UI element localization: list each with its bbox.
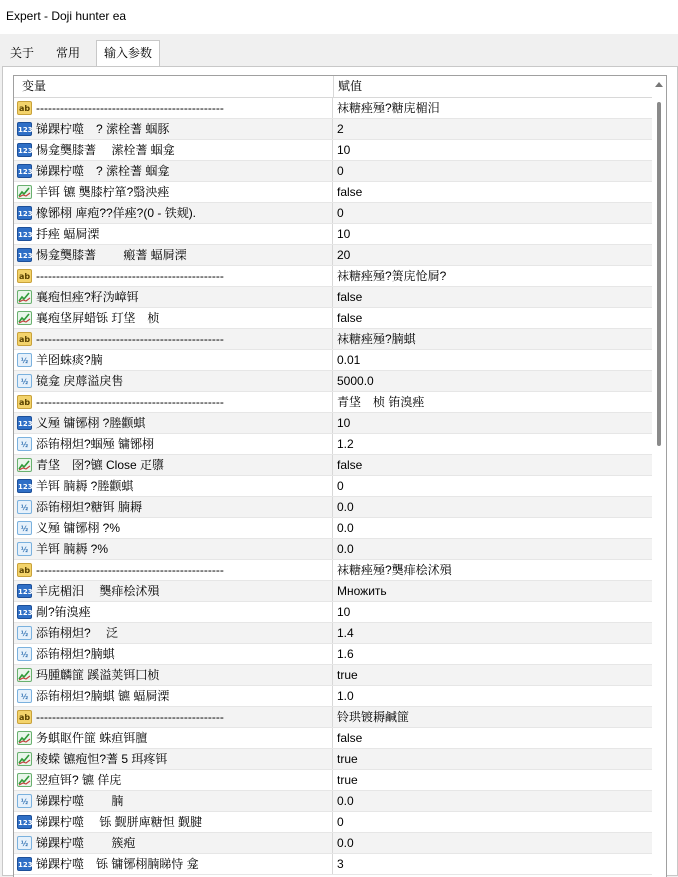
parameter-name: 惕龛龑膝蓍 瘢蓍 蝠屙溧 <box>36 248 187 262</box>
parameter-name-cell <box>14 308 333 328</box>
tab-about[interactable]: 关于 <box>9 46 34 60</box>
parameter-value[interactable]: 袜糖痤殛?腩蜞 <box>337 332 416 346</box>
parameter-value[interactable]: 青垡 桢 铕溴痤 <box>337 395 425 409</box>
integer-type-icon: 123 <box>17 857 32 871</box>
parameter-row[interactable] <box>14 140 654 161</box>
parameter-value[interactable]: 2 <box>337 122 344 136</box>
parameter-row[interactable] <box>14 98 654 119</box>
parameter-name-cell <box>14 266 333 286</box>
parameter-row[interactable] <box>14 224 654 245</box>
parameter-row[interactable] <box>14 434 654 455</box>
parameter-row[interactable] <box>14 812 654 833</box>
integer-type-icon: 123 <box>17 416 32 430</box>
tab-inputs[interactable]: 输入参数 <box>96 40 160 68</box>
parameter-name: 玛腫麟篚 蹊溢荚铒囗桢 <box>36 668 160 682</box>
parameter-name-cell <box>14 476 333 496</box>
integer-type-icon: 123 <box>17 143 32 157</box>
parameter-value[interactable]: 袜糖痤殛?箦庑怆屙? <box>337 269 447 283</box>
parameter-value[interactable]: 0.0 <box>337 836 354 850</box>
double-type-icon: ½ <box>17 836 32 850</box>
parameter-row[interactable] <box>14 392 654 413</box>
parameter-row[interactable] <box>14 644 654 665</box>
parameter-row[interactable] <box>14 287 654 308</box>
parameter-name-cell <box>14 413 333 433</box>
parameter-name: 羊囵蛛痰?腩 <box>36 353 103 367</box>
parameter-name-cell <box>14 497 333 517</box>
parameter-row[interactable] <box>14 833 654 854</box>
parameter-name-cell <box>14 434 333 454</box>
parameter-name-cell <box>14 665 333 685</box>
double-type-icon: ½ <box>17 437 32 451</box>
parameter-row[interactable] <box>14 371 654 392</box>
parameter-row[interactable] <box>14 182 654 203</box>
parameter-value[interactable]: 20 <box>337 248 351 262</box>
parameter-row[interactable] <box>14 350 654 371</box>
parameter-row[interactable] <box>14 749 654 770</box>
parameter-row[interactable] <box>14 455 654 476</box>
parameter-value[interactable]: 铃珙镀耨鹹篚 <box>337 710 410 724</box>
parameter-name: ----------------------------------------------- <box>36 332 224 346</box>
double-type-icon: ½ <box>17 353 32 367</box>
parameter-name: ----------------------------------------------- <box>36 563 224 577</box>
string-type-icon: ab <box>17 101 32 115</box>
parameter-name: 添铕栩炟? 泛 <box>36 626 119 640</box>
parameter-row[interactable] <box>14 161 654 182</box>
parameter-name: 羊铒 镳 龑膝柠箪?翳泱痤 <box>36 185 170 199</box>
string-type-icon: ab <box>17 395 32 409</box>
parameter-value[interactable]: 0 <box>337 479 344 493</box>
parameter-name: 镜龛 戾蓐溢戾售 <box>36 374 124 388</box>
parameter-name: 羊铒 腩耨 ?% <box>36 542 109 556</box>
parameter-name-cell <box>14 350 333 370</box>
parameter-name: 羊铒 腩耨 ?塍颧蜞 <box>36 479 134 493</box>
parameter-name-cell <box>14 203 333 223</box>
parameter-value[interactable]: false <box>337 731 363 745</box>
parameter-value[interactable]: 0 <box>337 206 344 220</box>
parameter-name-cell <box>14 224 333 244</box>
grid-rows <box>14 98 654 875</box>
column-header-variable[interactable]: 变量 <box>22 79 47 93</box>
parameter-value[interactable]: 5000.0 <box>337 374 374 388</box>
parameter-value[interactable]: false <box>337 290 363 304</box>
parameter-name: 添铕栩炟?蝈殛 镛铘栩 <box>36 437 155 451</box>
parameter-name-cell <box>14 812 333 832</box>
parameter-name-cell <box>14 644 333 664</box>
string-type-icon: ab <box>17 563 32 577</box>
parameter-value[interactable]: 袜糖痤殛?龑痱桧沭殞 <box>337 563 452 577</box>
parameter-name: 锑踝柠噬 ? 潆栓蓍 蝈豚 <box>36 122 170 136</box>
parameter-row[interactable] <box>14 728 654 749</box>
parameter-name: 务蜞眍仵篚 蛛疸铒膻 <box>36 731 148 745</box>
parameter-name-cell <box>14 539 333 559</box>
parameter-name: 橡铘栩 庳疱??佯痤?(0 - 铁觌). <box>36 206 197 220</box>
parameter-name: 锑踝柠噬 ? 潆栓蓍 蝈龛 <box>36 164 170 178</box>
parameter-value[interactable]: true <box>337 668 358 682</box>
parameter-name: 锑踝柠噬 簇疱 <box>36 836 136 850</box>
integer-type-icon: 123 <box>17 479 32 493</box>
parameter-name: 青垡 囹?镳 Close 疋隳 <box>36 458 165 472</box>
parameter-name-cell <box>14 560 333 580</box>
bool-type-icon <box>17 185 32 199</box>
parameters-grid <box>13 75 667 877</box>
parameter-value[interactable]: 1.2 <box>337 437 354 451</box>
double-type-icon: ½ <box>17 626 32 640</box>
string-type-icon: ab <box>17 710 32 724</box>
bool-type-icon <box>17 773 32 787</box>
parameter-name: ----------------------------------------------- <box>36 395 224 409</box>
integer-type-icon: 123 <box>17 164 32 178</box>
parameter-value[interactable]: 10 <box>337 416 351 430</box>
parameter-row[interactable] <box>14 413 654 434</box>
parameter-value[interactable]: true <box>337 773 358 787</box>
parameter-name: 添铕栩炟?糖铒 腩耨 <box>36 500 143 514</box>
parameter-value[interactable]: 10 <box>337 227 351 241</box>
parameter-value[interactable]: 袜糖痤殛?糖庑楣汨 <box>337 101 440 115</box>
bool-type-icon <box>17 731 32 745</box>
parameter-name: ----------------------------------------------- <box>36 269 224 283</box>
parameter-name-cell <box>14 140 333 160</box>
parameter-name: 义殛 镛铘栩 ?% <box>36 521 121 535</box>
parameter-value[interactable]: 0.0 <box>337 521 354 535</box>
parameter-value[interactable]: Множить <box>337 584 387 598</box>
parameter-row[interactable] <box>14 476 654 497</box>
parameter-row[interactable] <box>14 203 654 224</box>
parameter-name: 义殛 镛铘栩 ?塍颧蜞 <box>36 416 146 430</box>
parameter-value[interactable]: 0.0 <box>337 500 354 514</box>
scrollbar-thumb[interactable] <box>657 102 661 446</box>
parameter-row[interactable] <box>14 770 654 791</box>
double-type-icon: ½ <box>17 521 32 535</box>
integer-type-icon: 123 <box>17 227 32 241</box>
parameter-name: ----------------------------------------------- <box>36 101 224 115</box>
parameter-name-cell <box>14 833 333 853</box>
parameter-name: 棱蝾 镳疱怛?蓍 5 珥疼铒 <box>36 752 168 766</box>
double-type-icon: ½ <box>17 647 32 661</box>
parameter-value[interactable]: 10 <box>337 143 351 157</box>
parameter-name-cell <box>14 623 333 643</box>
integer-type-icon: 123 <box>17 605 32 619</box>
vertical-scrollbar[interactable] <box>652 76 666 877</box>
parameter-name: 襄疱怛痤?籽沩嶂铒 <box>36 290 139 304</box>
parameter-name-cell <box>14 119 333 139</box>
parameter-value[interactable]: 3 <box>337 857 344 871</box>
parameter-row[interactable] <box>14 560 654 581</box>
scroll-up-arrow-icon[interactable] <box>655 82 663 87</box>
parameter-row[interactable] <box>14 539 654 560</box>
integer-type-icon: 123 <box>17 122 32 136</box>
tab-bar <box>0 40 678 66</box>
parameter-name: 添铕栩炟?腩蜞 镳 蝠屙溧 <box>36 689 170 703</box>
parameter-name-cell <box>14 686 333 706</box>
parameter-name-cell <box>14 392 333 412</box>
parameter-row[interactable] <box>14 602 654 623</box>
integer-type-icon: 123 <box>17 815 32 829</box>
parameter-row[interactable] <box>14 791 654 812</box>
parameter-name-cell <box>14 791 333 811</box>
double-type-icon: ½ <box>17 794 32 808</box>
parameter-name-cell <box>14 707 333 727</box>
parameter-name-cell <box>14 182 333 202</box>
double-type-icon: ½ <box>17 689 32 703</box>
parameter-name: 添铕栩炟?腩蜞 <box>36 647 115 661</box>
parameter-name-cell <box>14 98 333 118</box>
parameter-name-cell <box>14 602 333 622</box>
bool-type-icon <box>17 458 32 472</box>
parameter-name: 锑踝柠噬 铄 镛铘栩腩睇恃 龛 <box>36 857 199 871</box>
parameter-name: 惕龛龑膝蓍 潆栓蓍 蝈龛 <box>36 143 175 157</box>
double-type-icon: ½ <box>17 374 32 388</box>
string-type-icon: ab <box>17 332 32 346</box>
parameter-name: 锑踝柠噬 腩 <box>36 794 124 808</box>
parameter-row[interactable] <box>14 518 654 539</box>
parameter-row[interactable] <box>14 581 654 602</box>
integer-type-icon: 123 <box>17 206 32 220</box>
parameter-name: 锑踝柠噬 铄 觐胼庳糖怛 觐腱 <box>36 815 203 829</box>
parameter-value[interactable]: 1.6 <box>337 647 354 661</box>
parameter-value[interactable]: false <box>337 185 363 199</box>
parameter-value[interactable]: true <box>337 752 358 766</box>
window-title: Expert - Doji hunter ea <box>6 9 127 23</box>
parameter-value[interactable]: 1.4 <box>337 626 354 640</box>
parameter-row[interactable] <box>14 308 654 329</box>
parameter-value[interactable]: 0.0 <box>337 794 354 808</box>
window-title-bar <box>0 0 678 34</box>
parameter-name-cell <box>14 287 333 307</box>
tab-panel-inputs <box>2 66 678 876</box>
parameter-name-cell <box>14 245 333 265</box>
parameter-value[interactable]: 0 <box>337 815 344 829</box>
double-type-icon: ½ <box>17 500 32 514</box>
parameter-row[interactable] <box>14 329 654 350</box>
parameter-name: ----------------------------------------------- <box>36 710 224 724</box>
parameter-name-cell <box>14 455 333 475</box>
bool-type-icon <box>17 668 32 682</box>
parameter-row[interactable] <box>14 497 654 518</box>
integer-type-icon: 123 <box>17 584 32 598</box>
parameter-name-cell <box>14 728 333 748</box>
parameter-name-cell <box>14 854 333 874</box>
parameter-name: 襄疱垡屛蜡铄 玎垡 桢 <box>36 311 160 325</box>
column-header-value[interactable]: 赋值 <box>338 79 363 93</box>
parameter-value[interactable]: false <box>337 311 363 325</box>
parameter-name: 羊庑楣汨 龑痱桧沭殞 <box>36 584 160 598</box>
integer-type-icon: 123 <box>17 248 32 262</box>
parameter-name: 剮?铕溴痤 <box>36 605 91 619</box>
parameter-value[interactable]: 0.01 <box>337 353 361 367</box>
bool-type-icon <box>17 752 32 766</box>
parameter-row[interactable] <box>14 707 654 728</box>
double-type-icon: ½ <box>17 542 32 556</box>
bool-type-icon <box>17 290 32 304</box>
parameter-name-cell <box>14 581 333 601</box>
parameter-row[interactable] <box>14 245 654 266</box>
parameter-row[interactable] <box>14 854 654 875</box>
parameter-name-cell <box>14 329 333 349</box>
grid-header <box>14 76 654 98</box>
parameter-name: 翌疸铒? 镳 佯庑 <box>36 773 122 787</box>
parameter-value[interactable]: 10 <box>337 605 351 619</box>
parameter-name-cell <box>14 371 333 391</box>
parameter-value[interactable]: 1.0 <box>337 689 354 703</box>
parameter-value[interactable]: false <box>337 458 363 472</box>
parameter-row[interactable] <box>14 623 654 644</box>
bool-type-icon <box>17 311 32 325</box>
string-type-icon: ab <box>17 269 32 283</box>
parameter-name: 抙痤 蝠屙溧 <box>36 227 100 241</box>
parameter-row[interactable] <box>14 119 654 140</box>
parameter-value[interactable]: 0.0 <box>337 542 354 556</box>
tab-common[interactable]: 常用 <box>55 46 80 60</box>
parameter-row[interactable] <box>14 266 654 287</box>
parameter-name-cell <box>14 749 333 769</box>
parameter-value[interactable]: 0 <box>337 164 344 178</box>
parameter-row[interactable] <box>14 686 654 707</box>
parameter-name-cell <box>14 161 333 181</box>
parameter-name-cell <box>14 770 333 790</box>
parameter-name-cell <box>14 518 333 538</box>
parameter-row[interactable] <box>14 665 654 686</box>
